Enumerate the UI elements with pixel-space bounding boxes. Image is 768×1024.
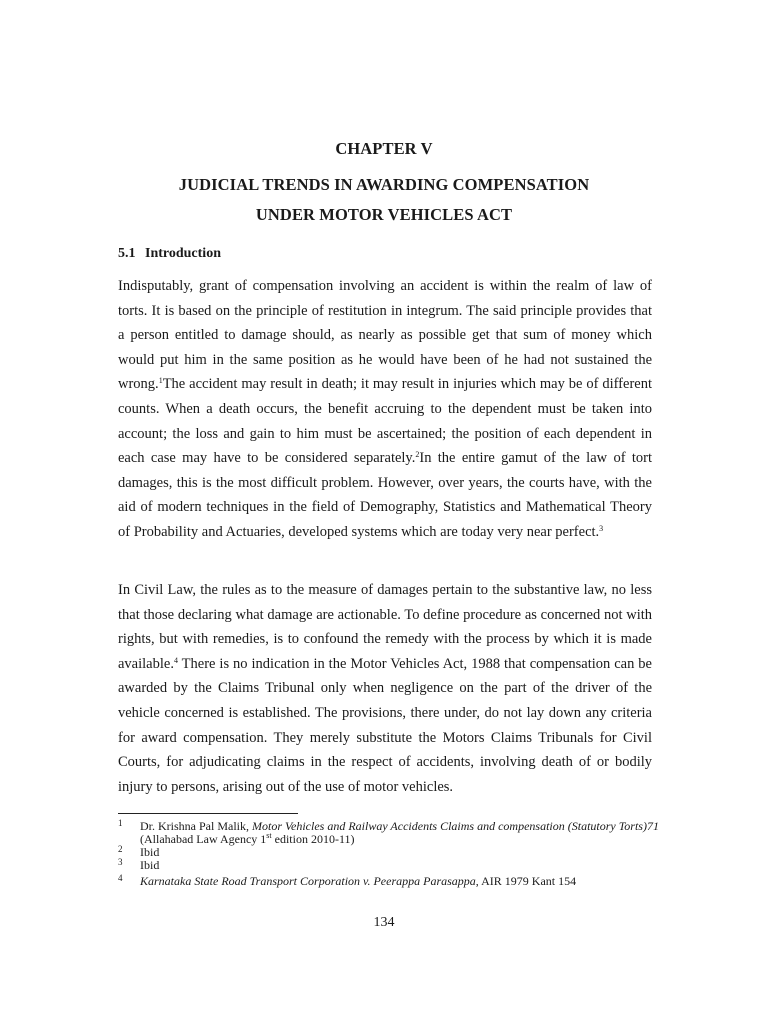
footnote-work-title: Motor Vehicles and Railway Accidents Claims and compensation (Statutory Torts)71: [252, 819, 659, 833]
chapter-number: CHAPTER V: [335, 139, 433, 158]
footnote-reference: 1: [158, 376, 163, 386]
footnote-ordinal: st: [266, 831, 272, 840]
footnote-text: Ibid: [140, 858, 160, 872]
paragraph-text: In the entire gamut of the law of tort damages, this is the most difficult problem. However, over years, the courts have, with the aid of modern techniques in the field of Demography, Statistics and Mathematical Theory of Probability and Actuaries, developed systems which are today very near perfect.: [118, 450, 652, 540]
paragraph-text: In Civil Law, the rules as to the measure of damages pertain to the substantive law, no less that those declaring what damage are actionable. To define procedure as concerned not with rights, but with remedies, is to confound the remedy with the process by which it is made available.: [118, 582, 652, 672]
footnote-separator: [118, 813, 298, 814]
footnote-publisher: (Allahabad Law Agency 1: [140, 832, 267, 846]
footnote-marker: 1: [118, 818, 123, 828]
footnote-reference: 3: [599, 523, 604, 533]
footnote-marker: 3: [118, 857, 123, 867]
paragraph-text: There is no indication in the Motor Vehicles Act, 1988 that compensation can be awarded by the Claims Tribunal only when negligence on the part of the driver of the vehicle concerned is established. The provisions, there under, do not lay down any criteria for award compensation. They merely substitute the Motors Claims Tribunals for Civil Courts, for adjudicating claims in the respect of accidents, involving death of or bodily injury to persons, arising out of the use of motor vehicles.: [118, 655, 652, 795]
footnote-edition: edition 2010-11): [271, 832, 355, 846]
section-number: 5.1: [118, 246, 136, 261]
paragraph-text: Indisputably, grant of compensation involving an accident is within the realm of law of torts. It is based on the principle of restitution in integrum. The said principle provides that a person entitled to damage should, as nearly as possible get that sum of money which would put him in the same position as he would have been of he had not sustained the wrong.: [118, 278, 652, 393]
footnote-reference: 4: [173, 655, 178, 665]
chapter-title-line-1: JUDICIAL TRENDS IN AWARDING COMPENSATION: [178, 175, 590, 194]
paragraph-introduction-1: [118, 274, 652, 545]
chapter-title-line-2: UNDER MOTOR VEHICLES ACT: [255, 205, 513, 224]
paragraph-introduction-2: [118, 578, 652, 799]
page-number: 134: [373, 915, 395, 930]
footnote-author: Dr. Krishna Pal Malik,: [140, 819, 252, 833]
footnote-marker: 4: [118, 873, 123, 883]
footnote-marker: 2: [118, 844, 123, 854]
section-title: Introduction: [145, 246, 221, 261]
footnote-text: [140, 875, 660, 888]
paragraph-text: The accident may result in death; it may result in injuries which may be of different counts. When a death occurs, the benefit accruing to the dependent must be taken into account; the loss and gain to him must be ascertained; the position of each dependent in each case may have to be considered separately.: [118, 376, 652, 467]
footnote-text: Ibid: [140, 845, 160, 859]
footnote-text: [140, 820, 660, 846]
footnote-citation: , AIR 1979 Kant 154: [475, 874, 577, 888]
footnote-reference: 2: [415, 450, 420, 460]
footnote-case-name: Karnataka State Road Transport Corporation v. Peerappa Parasappa: [140, 874, 476, 888]
section-heading: [118, 246, 221, 262]
